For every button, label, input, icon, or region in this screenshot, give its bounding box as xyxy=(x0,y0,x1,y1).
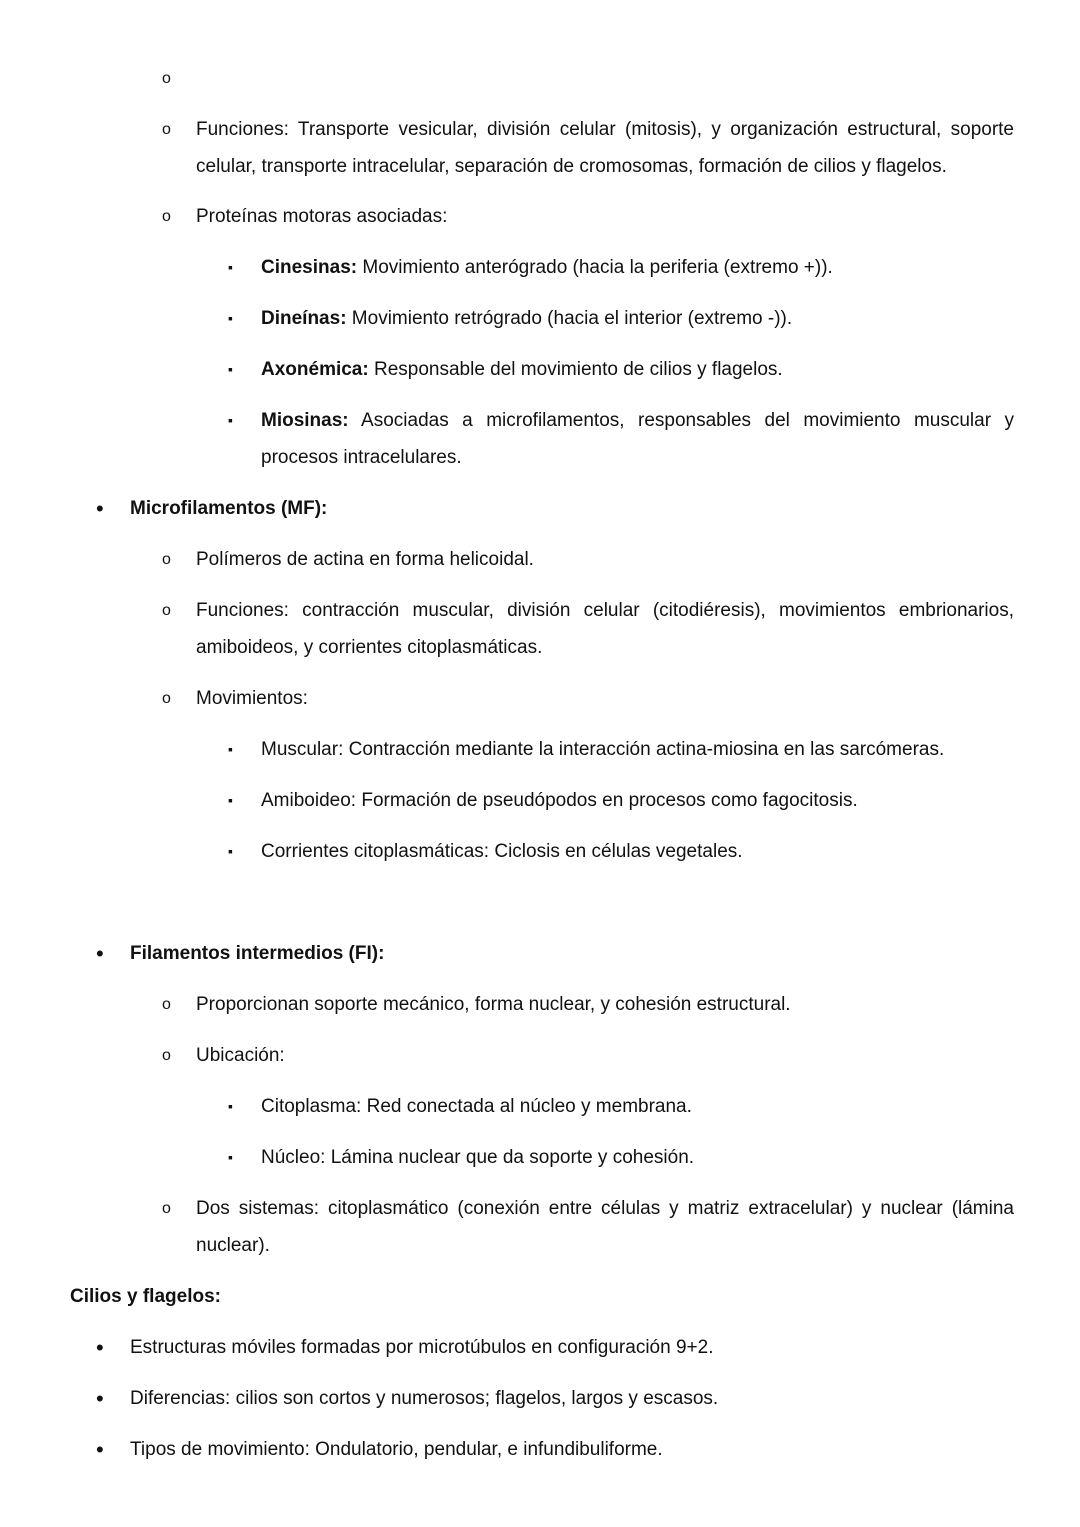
location-cytoplasm: Citoplasma: Red conectada al núcleo y membrana. xyxy=(261,1096,692,1117)
cilia-heading: Cilios y flagelos: xyxy=(70,1286,221,1307)
motor-protein-kinesin xyxy=(261,249,1014,286)
bullet-icon: • xyxy=(96,1386,104,1411)
circle-bullet-icon: o xyxy=(162,208,171,225)
cilia-differences-item: Diferencias: cilios son cortos y numerosos; flagelos, largos y escasos. xyxy=(130,1388,719,1409)
square-bullet-icon: ▪ xyxy=(228,1098,233,1114)
mf-functions-item: Funciones: contracción muscular, división celular (citodiéresis), movimientos embrionarios, amiboideos, y corrientes citoplasmáticas. xyxy=(196,600,1014,658)
square-bullet-icon: ▪ xyxy=(228,310,233,326)
motor-protein-axonemal xyxy=(261,351,1014,388)
cilia-movement-types-item: Tipos de movimiento: Ondulatorio, pendular, e infundibuliforme. xyxy=(130,1439,663,1460)
fi-support-item: Proporcionan soporte mecánico, forma nuclear, y cohesión estructural. xyxy=(196,994,791,1015)
circle-bullet-icon: o xyxy=(162,121,171,138)
motor-protein-dynein xyxy=(261,300,1014,337)
movement-muscular: Muscular: Contracción mediante la interacción actina-miosina en las sarcómeras. xyxy=(261,739,945,760)
bullet-icon: • xyxy=(96,1335,104,1360)
circle-bullet-icon: o xyxy=(162,70,171,87)
square-bullet-icon: ▪ xyxy=(228,1149,233,1165)
mf-movements-item: Movimientos: xyxy=(196,688,308,709)
mt-functions-item: Funciones: Transporte vesicular, división celular (mitosis), y organización estructural, soporte celular, transporte intracelular, separación de cromosomas, formación de cilios y flagelos. xyxy=(196,119,1014,177)
mf-polymers-item: Polímeros de actina en forma helicoidal. xyxy=(196,549,534,570)
circle-bullet-icon: o xyxy=(162,996,171,1013)
term-description: Movimiento retrógrado (hacia el interior (extremo -)). xyxy=(346,308,793,329)
circle-bullet-icon: o xyxy=(162,602,171,619)
square-bullet-icon: ▪ xyxy=(228,412,233,428)
square-bullet-icon: ▪ xyxy=(228,361,233,377)
term-description: Responsable del movimiento de cilios y flagelos. xyxy=(368,359,783,380)
bullet-icon: • xyxy=(96,941,104,966)
circle-bullet-icon: o xyxy=(162,1047,171,1064)
movement-cytoplasmic: Corrientes citoplasmáticas: Ciclosis en células vegetales. xyxy=(261,841,743,862)
square-bullet-icon: ▪ xyxy=(228,741,233,757)
term-label: Miosinas: xyxy=(261,410,349,431)
microfilaments-heading: Microfilamentos (MF): xyxy=(130,498,328,519)
fi-systems-item: Dos sistemas: citoplasmático (conexión entre células y matriz extracelular) y nuclear (lámina nuclear). xyxy=(196,1198,1014,1256)
square-bullet-icon: ▪ xyxy=(228,843,233,859)
term-description: Movimiento anterógrado (hacia la periferia (extremo +)). xyxy=(357,257,833,278)
bullet-icon: • xyxy=(96,496,104,521)
term-label: Axonémica: xyxy=(261,359,369,380)
fi-location-item: Ubicación: xyxy=(196,1045,285,1066)
term-label: Dineínas: xyxy=(261,308,347,329)
intermediate-filaments-heading: Filamentos intermedios (FI): xyxy=(130,943,385,964)
movement-amoeboid: Amiboideo: Formación de pseudópodos en procesos como fagocitosis. xyxy=(261,790,858,811)
motor-proteins-item: Proteínas motoras asociadas: xyxy=(196,206,448,227)
term-label: Cinesinas: xyxy=(261,257,358,278)
cilia-structure-item: Estructuras móviles formadas por microtúbulos en configuración 9+2. xyxy=(130,1337,714,1358)
motor-protein-myosin xyxy=(261,402,1014,476)
square-bullet-icon: ▪ xyxy=(228,792,233,808)
location-nucleus: Núcleo: Lámina nuclear que da soporte y cohesión. xyxy=(261,1147,695,1168)
bullet-icon: • xyxy=(96,1437,104,1462)
term-description: Asociadas a microfilamentos, responsables del movimiento muscular y procesos intracelulares. xyxy=(261,410,1014,468)
square-bullet-icon: ▪ xyxy=(228,259,233,275)
circle-bullet-icon: o xyxy=(162,551,171,568)
circle-bullet-icon: o xyxy=(162,1200,171,1217)
circle-bullet-icon: o xyxy=(162,690,171,707)
